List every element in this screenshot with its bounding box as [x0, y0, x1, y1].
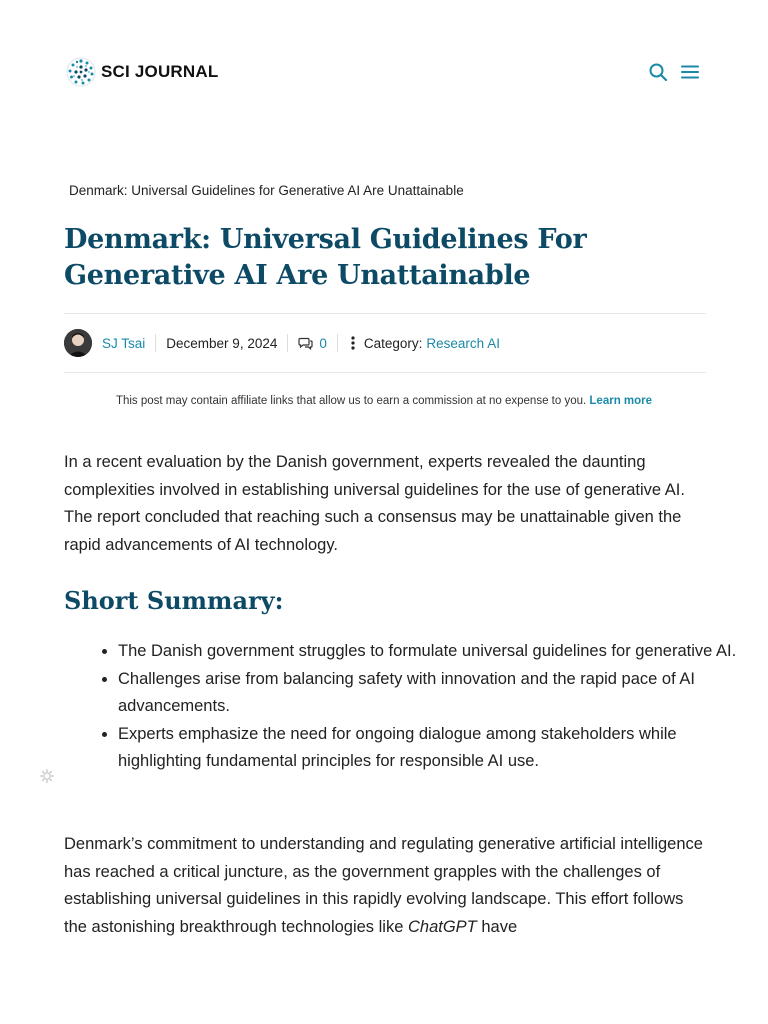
meta-separator [287, 334, 288, 352]
list-item: • Experts emphasize the need for ongoing dialogue among stakeholders while highlighting fundamental principles for responsible AI use. [118, 721, 764, 776]
publish-date: December 9, 2024 [166, 335, 278, 351]
page-title: Denmark: Universal Guidelines For Generative AI Are Unattainable [64, 224, 587, 291]
vertical-dots-icon [348, 335, 358, 351]
category-label: Category: [363, 335, 423, 351]
settings-gear-icon[interactable] [40, 769, 54, 783]
meta-bottom-divider [64, 372, 706, 373]
hamburger-menu-icon[interactable] [680, 62, 700, 82]
site-header [0, 0, 768, 150]
breadcrumb: Denmark: Universal Guidelines for Generative AI Are Unattainable [69, 183, 464, 198]
author-avatar[interactable] [64, 329, 92, 357]
comment-count: 0 [319, 335, 327, 351]
affiliate-text: This post may contain affiliate links that allow us to earn a commission at no expense to you. [115, 395, 587, 407]
meta-separator [155, 334, 156, 352]
body-paragraph [64, 831, 710, 941]
comments-link[interactable] [298, 336, 327, 351]
category-link[interactable]: Research AI [426, 335, 500, 351]
list-item: • Challenges arise from balancing safety with innovation and the rapid pace of AI advancements. [118, 666, 764, 721]
summary-heading: Short Summary: [64, 586, 284, 615]
category [348, 335, 500, 351]
logo-text: SCI JOURNAL [101, 62, 219, 81]
intro-paragraph: In a recent evaluation by the Danish government, experts revealed the daunting complexities involved in establishing universal guidelines for the use of generative AI. The report concluded that reaching such a consensus may be unattainable given the rapid advancements of AI technology. [64, 453, 685, 554]
meta-separator [337, 334, 338, 352]
chatgpt-emphasis: ChatGPT [407, 917, 477, 936]
body-text: Denmark’s commitment to understanding and regulating generative artificial intelligence has reached a critical juncture, as the government grapples with the challenges of establishing universal guidelines in this rapidly evolving landscape. This effort follows the astonishing breakthrough technologies like [64, 835, 703, 936]
avatar-image [64, 329, 92, 357]
article-meta [64, 328, 500, 358]
summary-list [64, 638, 764, 776]
affiliate-disclosure [0, 395, 768, 407]
site-logo[interactable] [66, 57, 218, 87]
list-item: • The Danish government struggles to formulate universal guidelines for generative AI. [118, 638, 764, 666]
search-icon[interactable] [648, 62, 668, 82]
author-link[interactable]: SJ Tsai [102, 335, 146, 351]
meta-top-divider [64, 313, 706, 314]
header-actions [648, 62, 700, 82]
comment-bubble-icon [298, 336, 313, 350]
body-text-end: have [476, 917, 518, 936]
logo-dots-icon [66, 57, 96, 87]
learn-more-link[interactable]: Learn more [589, 395, 653, 407]
